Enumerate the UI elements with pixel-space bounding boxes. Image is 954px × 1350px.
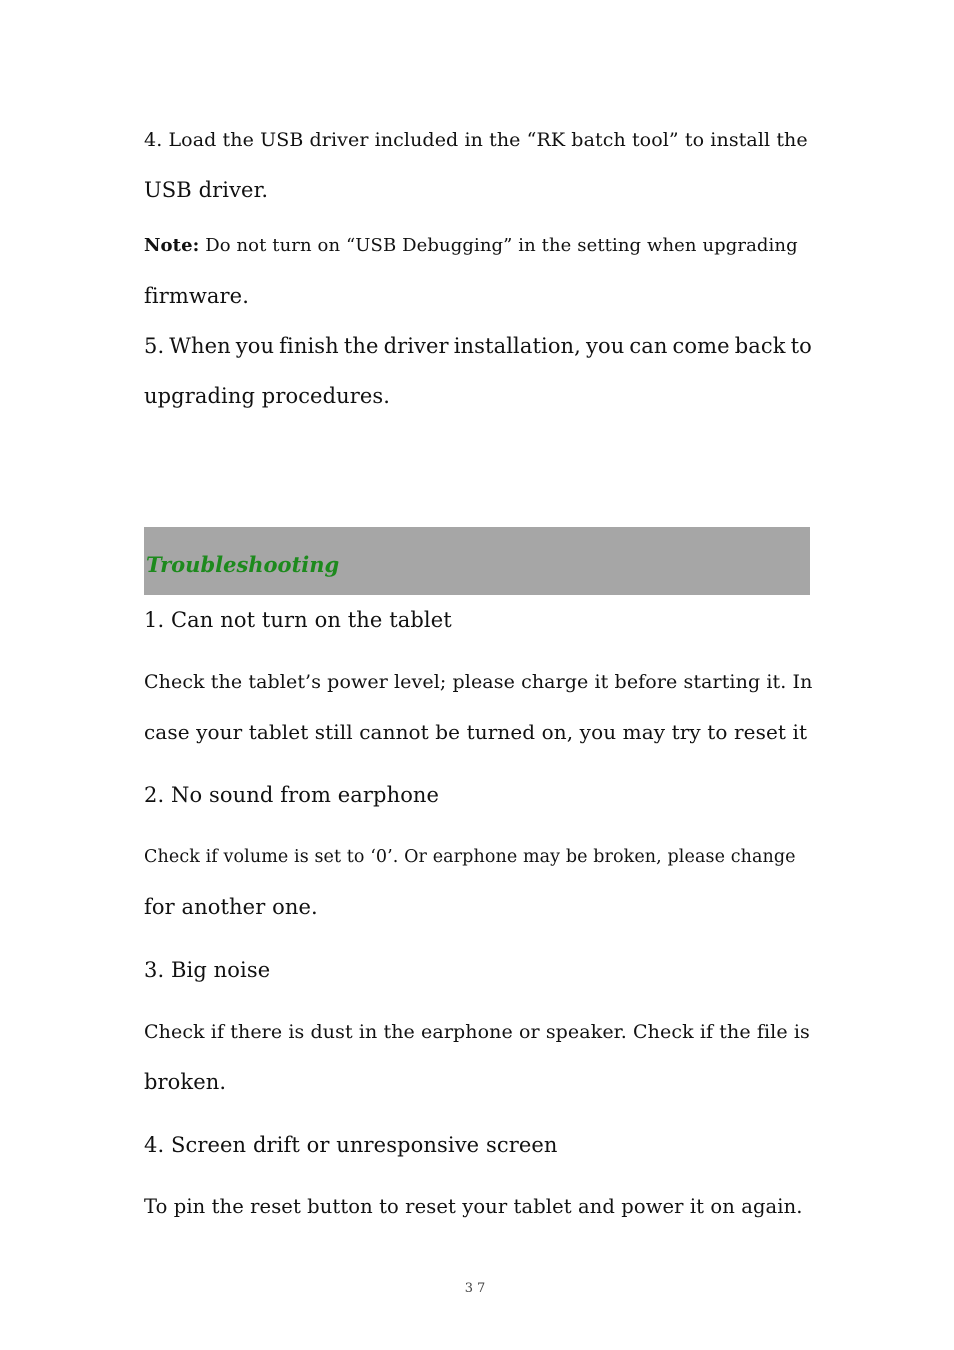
item-2-heading: 2. No sound from earphone <box>144 783 440 807</box>
step5-word: can <box>629 334 668 358</box>
item-1-heading: 1. Can not turn on the tablet <box>144 608 452 632</box>
step5-word: 5. <box>144 334 165 358</box>
item-2-text-line-2: for another one. <box>144 895 318 919</box>
item-1-text-line-1: Check the tablet’s power level; please charge it before starting it. In <box>144 671 813 693</box>
step5-word: When <box>169 334 231 358</box>
step5-line-1 <box>144 332 812 360</box>
note-line-2: firmware. <box>144 284 249 308</box>
step5-word: back <box>734 334 786 358</box>
step5-line-2: upgrading procedures. <box>144 384 391 408</box>
troubleshooting-title: Troubleshooting <box>146 552 340 577</box>
step5-word: driver <box>383 334 449 358</box>
step5-word: the <box>343 334 379 358</box>
step5-word: you <box>235 334 275 358</box>
step5-word: you <box>586 334 625 358</box>
item-3-text-line-2: broken. <box>144 1070 227 1094</box>
step5-word: come <box>672 334 730 358</box>
note-text: Do not turn on “USB Debugging” in the setting when upgrading <box>199 235 798 256</box>
item-2-text-line-1: Check if volume is set to ‘0’. Or earphone may be broken, please change <box>144 847 796 867</box>
note-label: Note: <box>144 235 200 256</box>
item-1-text-line-2: case your tablet still cannot be turned on, you may try to reset it <box>144 720 808 744</box>
step4-line-2: USB driver. <box>144 178 269 202</box>
item-4-text-line-1: To pin the reset button to reset your tablet and power it on again. <box>144 1195 803 1218</box>
step4-line-1: 4. Load the USB driver included in the “RK batch tool” to install the <box>144 129 808 151</box>
item-3-text-line-1: Check if there is dust in the earphone or speaker. Check if the file is <box>144 1021 810 1043</box>
note-line-1 <box>144 232 812 260</box>
item-3-heading: 3. Big noise <box>144 958 271 982</box>
step5-word: installation, <box>453 334 581 358</box>
item-4-heading: 4. Screen drift or unresponsive screen <box>144 1133 558 1157</box>
page-number: 37 <box>464 1281 490 1296</box>
step5-word: to <box>790 334 812 358</box>
step5-word: finish <box>279 334 339 358</box>
